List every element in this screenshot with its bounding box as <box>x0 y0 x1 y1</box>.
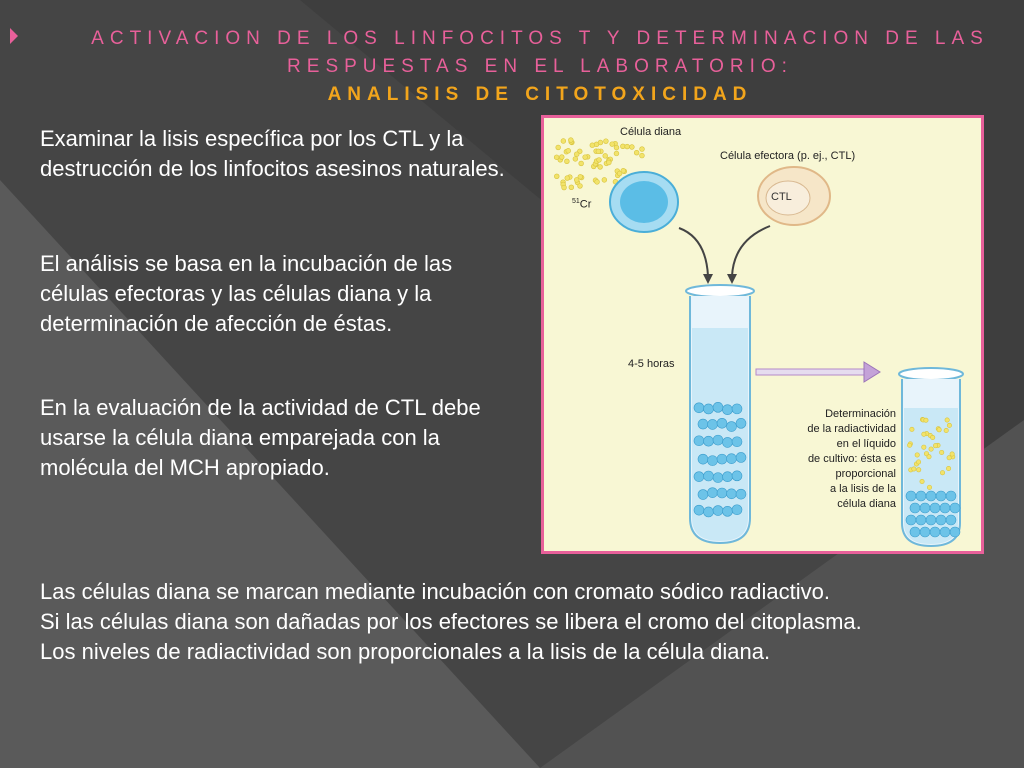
dot <box>568 138 573 143</box>
dot <box>578 184 583 189</box>
dot <box>927 485 931 489</box>
dot <box>713 435 723 445</box>
isotope-mass: 51 <box>572 198 580 205</box>
dot <box>579 161 584 166</box>
text-line: de cultivo: ésta es <box>807 453 896 465</box>
dot <box>590 143 595 148</box>
dot <box>610 142 615 147</box>
dot <box>940 503 950 513</box>
dot <box>910 503 920 513</box>
dot <box>556 145 561 150</box>
dot <box>732 437 742 447</box>
label-celula-efectora: Célula efectora (p. ej., CTL) <box>720 150 856 162</box>
paragraph-analisis: El análisis se basa en la incubación de las células efectoras y las células diana y la determinación de afección de éstas. <box>40 251 453 336</box>
dot <box>945 418 949 422</box>
dot <box>629 145 634 150</box>
dot <box>704 404 714 414</box>
text-line: Los niveles de radiactividad son proporcionales a la lisis de la célula diana. <box>40 639 771 664</box>
dot <box>569 185 574 190</box>
dot <box>694 472 704 482</box>
dot <box>727 489 737 499</box>
dot <box>910 527 920 537</box>
dot <box>573 156 578 161</box>
dot <box>937 428 941 432</box>
dot <box>930 527 940 537</box>
dot <box>562 185 567 190</box>
text-line: de la radiactividad <box>807 423 896 435</box>
dot <box>574 152 579 157</box>
cytotoxicity-assay-figure <box>541 115 984 554</box>
dot <box>920 479 924 483</box>
dot <box>698 490 708 500</box>
dot <box>917 468 921 472</box>
dot <box>559 155 564 160</box>
test-tube-2-icon <box>899 368 963 546</box>
dot <box>939 450 943 454</box>
dot <box>694 403 704 413</box>
dot <box>713 473 723 483</box>
text-line: Determinación <box>825 408 896 420</box>
dot <box>554 155 559 160</box>
dot <box>920 527 930 537</box>
dot <box>922 445 926 449</box>
dot <box>597 158 602 163</box>
dot <box>698 454 708 464</box>
dot <box>704 436 714 446</box>
dot <box>596 149 601 154</box>
dot <box>927 455 931 459</box>
ctl-cell-icon <box>758 167 830 225</box>
dot <box>732 505 742 515</box>
test-tube-1-icon <box>686 285 754 543</box>
isotope-symbol: Cr <box>579 198 592 211</box>
dot <box>924 418 928 422</box>
dot <box>732 404 742 414</box>
dot <box>929 447 933 451</box>
dot <box>940 527 950 537</box>
dot <box>736 452 746 462</box>
dot <box>574 177 579 182</box>
dot <box>561 139 566 144</box>
dot <box>950 452 954 456</box>
text-line: Si las células diana son dañadas por los efectores se libera el cromo del citoplasma. <box>40 609 862 634</box>
dot <box>606 160 611 165</box>
dot <box>906 491 916 501</box>
dot <box>926 515 936 525</box>
dot <box>717 454 727 464</box>
label-determinacion <box>768 407 896 512</box>
label-ctl: CTL <box>771 191 792 203</box>
target-cell-icon <box>610 172 678 232</box>
dot <box>598 140 603 145</box>
dot <box>698 419 708 429</box>
dot <box>634 150 639 155</box>
arrowhead-icon <box>703 274 713 284</box>
dot <box>944 428 948 432</box>
dot <box>723 506 733 516</box>
dot <box>946 515 956 525</box>
dot <box>723 472 733 482</box>
dot <box>930 435 934 439</box>
dot <box>950 527 960 537</box>
dot <box>736 489 746 499</box>
dot <box>713 506 723 516</box>
dot <box>598 165 603 170</box>
slide-title-line-2: RESPUESTAS EN EL LABORATORIO: <box>287 56 793 77</box>
dot <box>566 148 571 153</box>
dot <box>940 471 944 475</box>
text-line: a la lisis de la <box>829 483 896 495</box>
dot <box>717 418 727 428</box>
dot <box>947 456 951 460</box>
dot <box>727 422 737 432</box>
slide-subtitle: ANALISIS DE CITOTOXICIDAD <box>327 84 753 105</box>
assay-diagram <box>544 118 981 551</box>
arrow-down-icon <box>732 226 770 276</box>
dot <box>916 515 926 525</box>
dot <box>708 488 718 498</box>
dot <box>554 174 559 179</box>
label-chromium <box>572 198 591 211</box>
paragraph-evaluacion: En la evaluación de la actividad de CTL debe usarse la célula diana emparejada con la molécula del MCH apropiado. <box>40 395 481 480</box>
dot <box>936 515 946 525</box>
text-line: en el líquido <box>836 438 896 450</box>
dot <box>946 491 956 501</box>
dot <box>708 419 718 429</box>
dot <box>617 171 622 176</box>
text-line: célula diana <box>837 498 896 510</box>
dot <box>946 466 950 470</box>
dot <box>603 153 608 158</box>
dot <box>713 402 723 412</box>
dot <box>604 139 609 144</box>
dot <box>595 179 600 184</box>
dot <box>936 491 946 501</box>
label-celula-diana: Célula diana <box>620 126 682 138</box>
dot <box>922 432 926 436</box>
dot <box>614 151 619 156</box>
dot <box>926 491 936 501</box>
dot <box>717 488 727 498</box>
dot <box>916 460 920 464</box>
arrow-down-icon <box>679 228 708 276</box>
dot <box>920 503 930 513</box>
text-line: proporcional <box>835 468 896 480</box>
dot <box>694 436 704 446</box>
arrow-right-icon <box>756 362 880 382</box>
dot <box>912 467 916 471</box>
text-line: Las células diana se marcan mediante incubación con cromato sódico radiactivo. <box>40 579 830 604</box>
dot <box>614 145 619 150</box>
dot <box>583 155 588 160</box>
dot <box>916 491 926 501</box>
paragraph-examinar: Examinar la lisis específica por los CTL y la destrucción de los linfocitos asesinos naturales. <box>40 126 505 181</box>
dot <box>732 471 742 481</box>
dot <box>910 427 914 431</box>
dot <box>906 515 916 525</box>
dot <box>640 147 645 152</box>
label-horas: 4-5 horas <box>628 358 675 370</box>
dot <box>704 507 714 517</box>
dot <box>736 418 746 428</box>
dot <box>930 503 940 513</box>
dot <box>704 471 714 481</box>
dot <box>565 176 570 181</box>
dot <box>933 443 937 447</box>
dot <box>915 453 919 457</box>
dot <box>907 443 911 447</box>
dot <box>947 423 951 427</box>
dot <box>723 437 733 447</box>
dot <box>723 405 733 415</box>
dot <box>727 454 737 464</box>
dot <box>694 505 704 515</box>
dot <box>625 144 630 149</box>
dot <box>950 503 960 513</box>
dot <box>564 159 569 164</box>
arrowhead-icon <box>727 274 737 284</box>
slide-title-line-1: ACTIVACION DE LOS LINFOCITOS T Y DETERMINACION DE LAS <box>91 28 989 49</box>
dot <box>602 177 607 182</box>
dot <box>708 456 718 466</box>
paragraph-marcado <box>40 577 1000 667</box>
dot <box>640 153 645 158</box>
